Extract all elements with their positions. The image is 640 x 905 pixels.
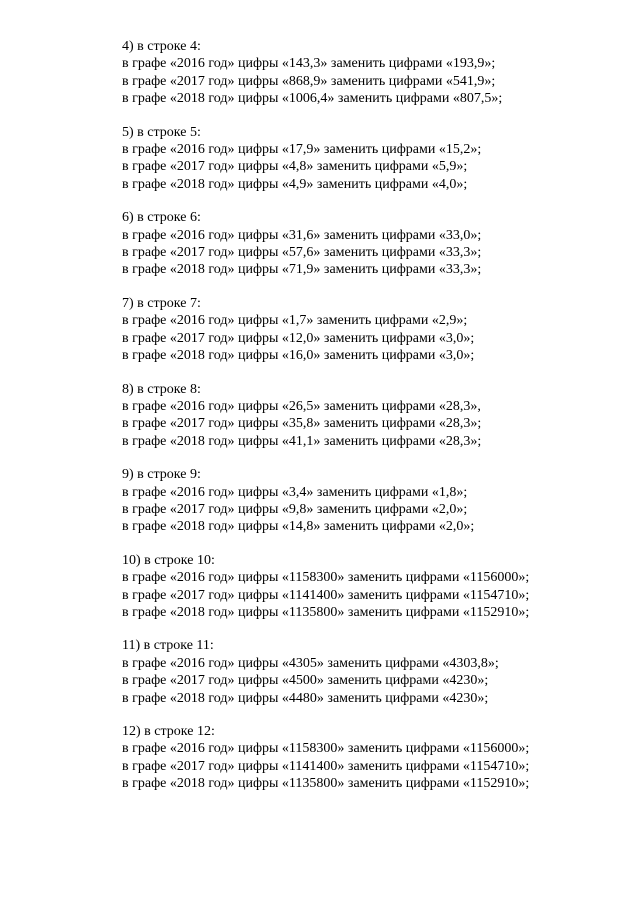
amendment-line: в графе «2017 год» цифры «57,6» заменить цифрами «33,3»; — [122, 245, 482, 261]
amendment-line: в графе «2017 год» цифры «12,0» заменить цифрами «3,0»; — [122, 330, 475, 346]
section-heading: 11) в строке 11: — [122, 638, 214, 654]
amendment-line: в графе «2016 год» цифры «31,6» заменить цифрами «33,0»; — [122, 227, 482, 243]
amendment-row-6 — [122, 209, 622, 279]
amendment-line: в графе «2018 год» цифры «1135800» заменить цифрами «1152910»; — [122, 776, 530, 792]
amendment-line: в графе «2018 год» цифры «1135800» заменить цифрами «1152910»; — [122, 604, 530, 620]
amendment-line: в графе «2018 год» цифры «71,9» заменить цифрами «33,3»; — [122, 262, 482, 278]
section-heading: 6) в строке 6: — [122, 210, 201, 226]
section-heading: 8) в строке 8: — [122, 381, 201, 397]
amendment-line: в графе «2016 год» цифры «1158300» заменить цифрами «1156000»; — [122, 741, 530, 757]
section-heading: 7) в строке 7: — [122, 295, 201, 311]
section-heading: 10) в строке 10: — [122, 552, 215, 568]
amendment-line: в графе «2017 год» цифры «868,9» заменить цифрами «541,9»; — [122, 73, 496, 89]
amendment-line: в графе «2017 год» цифры «4500» заменить цифрами «4230»; — [122, 673, 489, 689]
amendment-line: в графе «2016 год» цифры «1158300» заменить цифрами «1156000»; — [122, 570, 530, 586]
amendment-line: в графе «2016 год» цифры «1,7» заменить цифрами «2,9»; — [122, 313, 468, 329]
amendment-line: в графе «2017 год» цифры «9,8» заменить цифрами «2,0»; — [122, 501, 468, 517]
document-body — [122, 38, 622, 809]
amendment-line: в графе «2017 год» цифры «1141400» заменить цифрами «1154710»; — [122, 758, 530, 774]
section-heading: 5) в строке 5: — [122, 124, 201, 140]
amendment-line: в графе «2016 год» цифры «26,5» заменить цифрами «28,3», — [122, 398, 481, 414]
section-heading: 9) в строке 9: — [122, 467, 201, 483]
amendment-line: в графе «2017 год» цифры «35,8» заменить цифрами «28,3»; — [122, 416, 482, 432]
amendment-line: в графе «2016 год» цифры «17,9» заменить цифрами «15,2»; — [122, 142, 482, 158]
section-heading: 4) в строке 4: — [122, 39, 201, 54]
amendment-line: в графе «2016 год» цифры «3,4» заменить цифрами «1,8»; — [122, 484, 468, 500]
amendment-line: в графе «2018 год» цифры «1006,4» заменить цифрами «807,5»; — [122, 91, 503, 107]
amendment-row-4 — [122, 38, 622, 108]
amendment-line: в графе «2018 год» цифры «41,1» заменить цифрами «28,3»; — [122, 433, 482, 449]
amendment-row-12 — [122, 723, 622, 793]
amendment-line: в графе «2017 год» цифры «1141400» заменить цифрами «1154710»; — [122, 587, 530, 603]
amendment-row-10 — [122, 552, 622, 622]
amendment-line: в графе «2016 год» цифры «143,3» заменить цифрами «193,9»; — [122, 56, 496, 72]
amendment-line: в графе «2018 год» цифры «14,8» заменить цифрами «2,0»; — [122, 519, 475, 535]
amendment-row-11 — [122, 637, 622, 707]
section-heading: 12) в строке 12: — [122, 724, 215, 739]
amendment-row-8 — [122, 381, 622, 451]
amendment-row-9 — [122, 466, 622, 536]
amendment-line: в графе «2018 год» цифры «4,9» заменить цифрами «4,0»; — [122, 176, 468, 192]
amendment-row-5 — [122, 124, 622, 194]
amendment-line: в графе «2018 год» цифры «16,0» заменить цифрами «3,0»; — [122, 348, 475, 364]
amendment-line: в графе «2018 год» цифры «4480» заменить цифрами «4230»; — [122, 690, 489, 706]
amendment-line: в графе «2017 год» цифры «4,8» заменить цифрами «5,9»; — [122, 159, 468, 175]
amendment-row-7 — [122, 295, 622, 365]
amendment-line: в графе «2016 год» цифры «4305» заменить цифрами «4303,8»; — [122, 655, 499, 671]
